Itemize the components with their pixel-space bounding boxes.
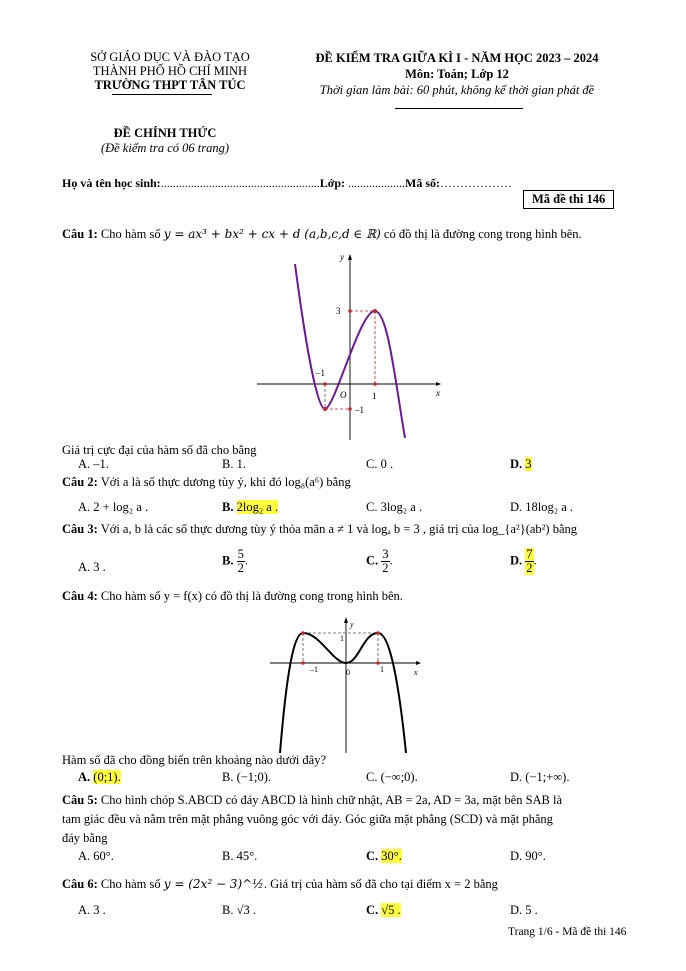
q1-y-label: y [340,252,344,262]
school-underline [112,94,212,95]
page-footer: Trang 1/6 - Mã đề thi 146 [508,926,627,938]
q4-x-label: x [414,668,418,677]
q1-option-c[interactable]: C. 0 . [366,457,394,471]
name-dots: ..................................................... [160,176,320,190]
q1-graph [255,250,445,442]
exam-title: ĐỀ KIỂM TRA GIỮA KÌ I - NĂM HỌC 2023 – 2024 [315,51,599,65]
dept-line1: SỞ GIÁO DỤC VÀ ĐÀO TẠO [90,50,250,64]
official-label: ĐỀ CHÍNH THỨC [113,126,217,140]
q2-stem [62,475,351,490]
q1-tick-1: 1 [372,391,377,401]
q6-option-b[interactable]: B. √3 . [222,903,256,917]
name-label: Họ và tên học sinh: [62,176,161,190]
q1-prompt: Giá trị cực đại của hàm số đã cho bằng [62,443,257,457]
q1-stem [62,227,582,242]
q3-option-b[interactable]: B. $\frac{5}{2}$ . [222,547,248,575]
q2-option-c[interactable]: C. 3log₂ a . [366,500,423,514]
q6-option-c[interactable]: C. √5 . [366,903,401,917]
q5-option-b[interactable]: B. 45°. [222,849,258,863]
q4-option-d[interactable]: D. (−1;+∞). [510,770,570,784]
pages-note: (Đề kiểm tra có 06 trang) [100,141,230,155]
q4-option-b[interactable]: B. (−1;0). [222,770,272,784]
header-left [60,50,280,92]
q6-option-a[interactable]: A. 3 . [78,903,106,917]
q6-formula: y = (2x² − 3)^½ [163,877,264,891]
q2-stem-text: Với a là số thực dương tùy ý, khi đó log₈(a⁶) bằng [100,475,351,489]
q4-stem-text: Cho hàm số y = f(x) có đồ thị là đường cong trong hình bên. [100,589,403,603]
school-name: TRƯỜNG THPT TÂN TÚC [94,78,246,92]
q4-y-label: y [350,620,354,629]
q4-graph [268,615,428,755]
q1-x-label: x [436,388,440,398]
q5-answer-highlight: 30°. [381,849,402,863]
class-label: Lớp: [319,176,346,190]
q1-label: Câu 1: [62,227,98,241]
q6-stem-b: . Giá trị của hàm số đã cho tại điểm x = 2 bằng [263,877,498,891]
q3-option-c[interactable]: C. $\frac{3}{2}$ . [366,547,393,575]
q4-tick-neg1: –1 [310,665,318,674]
q3-option-a[interactable]: A. 3 . [78,560,106,574]
q6-label: Câu 6: [62,877,98,891]
q5-line3: đáy bằng [62,831,108,845]
q6-answer-highlight: √5 . [381,903,401,917]
dept-line2: THÀNH PHỐ HỒ CHÍ MINH [92,64,248,78]
exam-code-box: Mã đề thi 146 [523,190,614,209]
q1-option-a[interactable]: A. –1. [78,457,109,471]
q4-option-a[interactable]: A. (0;1). [78,770,121,784]
q2-answer-highlight: 2log₂ a . [236,500,279,514]
q5-label: Câu 5: [62,793,98,807]
q1-answer-highlight: 3 [525,457,532,471]
q1-option-b[interactable]: B. 1. [222,457,246,471]
class-dots: ................... [348,176,406,190]
q6-option-d[interactable]: D. 5 . [510,903,538,917]
q2-option-b[interactable]: B. 2log₂ a . [222,500,279,514]
q5-line1: Cho hình chóp S.ABCD có đáy ABCD là hình chữ nhật, AB = 2a, AD = 3a, mặt bên SAB là [100,793,563,807]
header-right [292,50,622,98]
q4-option-c[interactable]: C. (−∞;0). [366,770,418,784]
q3-stem-text: Với a, b là các số thực dương tùy ý thỏa mãn a ≠ 1 và logₐ b = 3 , giá trị của log_{a²}(ab²) bằng [100,522,578,536]
q1-stem-a: Cho hàm số [100,227,161,241]
q6-stem-a: Cho hàm số [100,877,161,891]
q5-stem [62,791,562,848]
official-block [60,126,270,156]
q4-tick-0: 0 [346,668,350,677]
q4-prompt: Hàm số đã cho đồng biến trên khoảng nào dưới đây? [62,753,327,767]
q4-quartic-curve [280,633,406,753]
q3-stem [62,522,577,537]
q4-tick-1-y: 1 [340,634,344,643]
student-line [62,176,512,191]
q5-option-d[interactable]: D. 90°. [510,849,546,863]
q1-formula: y = ax³ + bx² + cx + d (a,b,c,d ∈ ℝ) [163,227,381,241]
q3-label: Câu 3: [62,522,98,536]
q4-label: Câu 4: [62,589,98,603]
q1-tick-neg1-y: –1 [355,405,364,415]
q4-stem [62,589,403,604]
q1-tick-neg1-x: –1 [316,368,325,378]
q5-option-c[interactable]: C. 30°. [366,849,402,863]
subject: Môn: Toán; Lớp 12 [405,67,509,81]
q3-answer-highlight: $\frac{7}{2}$ [526,547,533,575]
q2-label: Câu 2: [62,475,98,489]
q1-option-d[interactable]: D. 3 [510,457,532,471]
id-dots: ……………… [440,176,513,190]
q3-option-d[interactable]: D. $\frac{7}{2}$ . [510,547,537,575]
q2-option-d[interactable]: D. 18log₂ a . [510,500,574,514]
q6-stem [62,877,498,892]
exam-time: Thời gian làm bài: 60 phút, không kể thời gian phát đề [319,83,595,97]
time-underline [395,108,523,109]
q1-stem-b: có đồ thị là đường cong trong hình bên. [383,227,582,241]
q4-answer-highlight: (0;1). [93,770,121,784]
q4-tick-1-x: 1 [380,665,384,674]
q1-origin-label: O [340,390,347,400]
q5-option-a[interactable]: A. 60°. [78,849,114,863]
id-label: Mã số: [405,176,441,190]
q5-line2: tam giác đều và nằm trên mặt phẳng vuông góc với đáy. Góc giữa mặt phẳng (SCD) và mặt phẳng [62,812,553,826]
q1-tick-3: 3 [336,306,341,316]
q2-option-a[interactable]: A. 2 + log₂ a . [78,500,149,514]
